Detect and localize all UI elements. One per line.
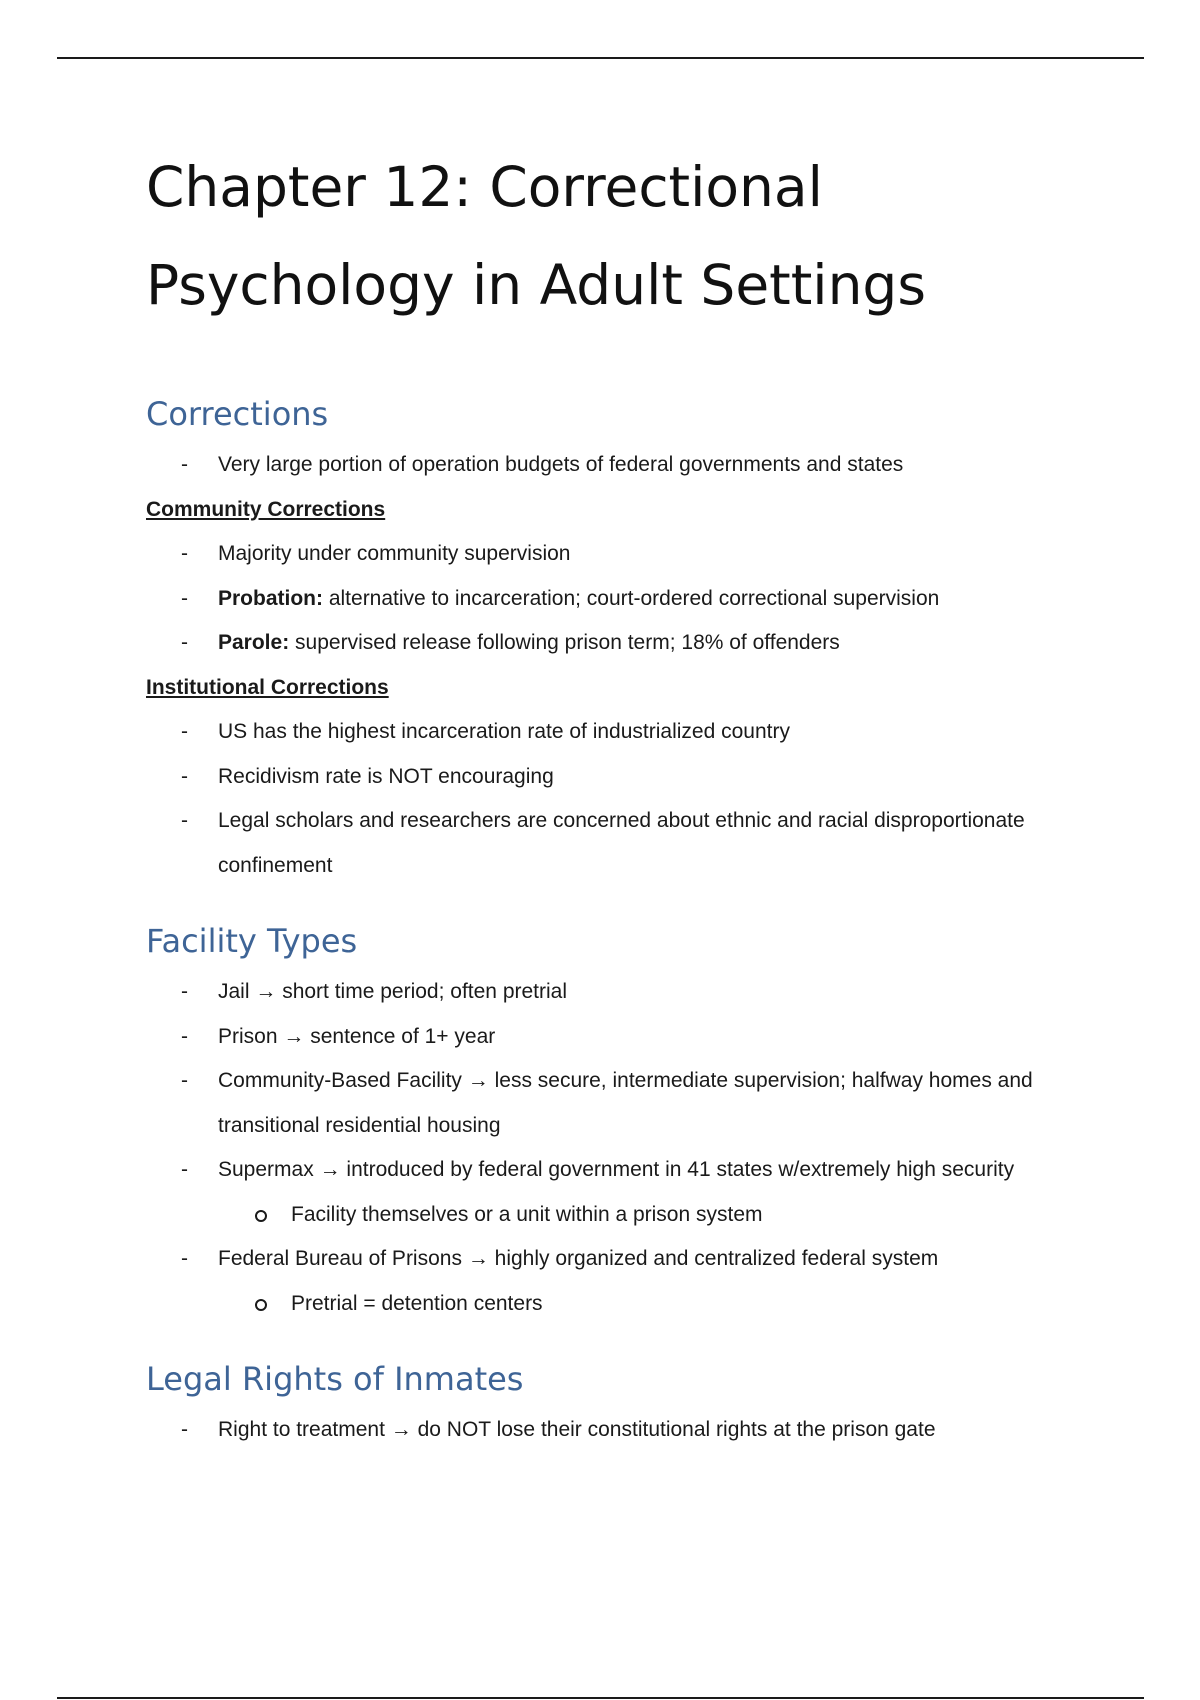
arrow-icon: → [255,980,277,1003]
dash-bullet: - [181,586,188,610]
institutional-corrections-list [146,710,1086,888]
circle-bullet-icon [255,1299,267,1311]
circle-bullet-icon [255,1210,267,1222]
sub-list-item: Pretrial = detention centers [146,1282,1086,1327]
subheading-institutional-corrections: Institutional Corrections [146,675,389,699]
dash-bullet: - [181,764,188,788]
section-heading-legal-rights: Legal Rights of Inmates [146,1360,524,1398]
legal-rights-list [146,1408,1086,1453]
page-title [146,138,1086,334]
arrow-icon: → [390,1418,412,1441]
term-parole: Parole: [218,631,290,654]
bottom-rule [57,1697,1144,1699]
dash-bullet: - [181,1418,188,1441]
dash-bullet: - [181,1024,188,1048]
sub-list-item: Facility themselves or a unit within a prison system [146,1193,1086,1238]
dash-bullet: - [181,720,188,743]
document-body [146,138,1086,1453]
list-item: - Legal scholars and researchers are concerned about ethnic and racial disproportionate confinement [146,799,1086,888]
term-probation: Probation: [218,586,323,610]
list-item: - US has the highest incarceration rate of industrialized country [146,710,1086,755]
list-item: - Prison → sentence of 1+ year [146,1015,1086,1060]
page-title-line-1: Chapter 12: Correctional [146,155,823,219]
list-item: - Right to treatment → do NOT lose their constitutional rights at the prison gate [146,1408,1086,1453]
list-item: - Jail → short time period; often pretrial [146,970,1086,1015]
list-item: - Recidivism rate is NOT encouraging [146,755,1086,800]
section-heading-facility-types: Facility Types [146,922,358,960]
list-item: - Federal Bureau of Prisons → highly organized and centralized federal system [146,1237,1086,1282]
arrow-icon: → [319,1158,341,1181]
subheading-community-corrections: Community Corrections [146,497,386,521]
dash-bullet: - [181,1158,188,1181]
dash-bullet: - [181,1069,188,1092]
list-item: - Community-Based Facility → less secure, intermediate supervision; halfway homes and transitional residential housing [146,1059,1086,1148]
dash-bullet: - [181,542,188,565]
arrow-icon: → [467,1069,489,1092]
list-item: - Very large portion of operation budgets of federal governments and states [146,443,1086,488]
community-corrections-list [146,532,1086,666]
dash-bullet: - [181,453,188,476]
list-item: - Parole: supervised release following prison term; 18% of offenders [146,621,1086,666]
dash-bullet: - [181,980,188,1003]
list-item: - Supermax → introduced by federal government in 41 states w/extremely high security [146,1148,1086,1193]
page-title-line-2: Psychology in Adult Settings [146,253,926,317]
facility-types-list [146,970,1086,1326]
top-rule [57,57,1144,59]
arrow-icon: → [467,1247,489,1270]
corrections-intro-list [146,443,1086,488]
arrow-icon: → [283,1024,305,1048]
dash-bullet: - [181,631,188,654]
list-item: - Majority under community supervision [146,532,1086,577]
dash-bullet: - [181,809,188,832]
section-heading-corrections: Corrections [146,395,329,433]
list-item: - Probation: alternative to incarceration; court-ordered correctional supervision [146,577,1086,622]
dash-bullet: - [181,1247,188,1270]
